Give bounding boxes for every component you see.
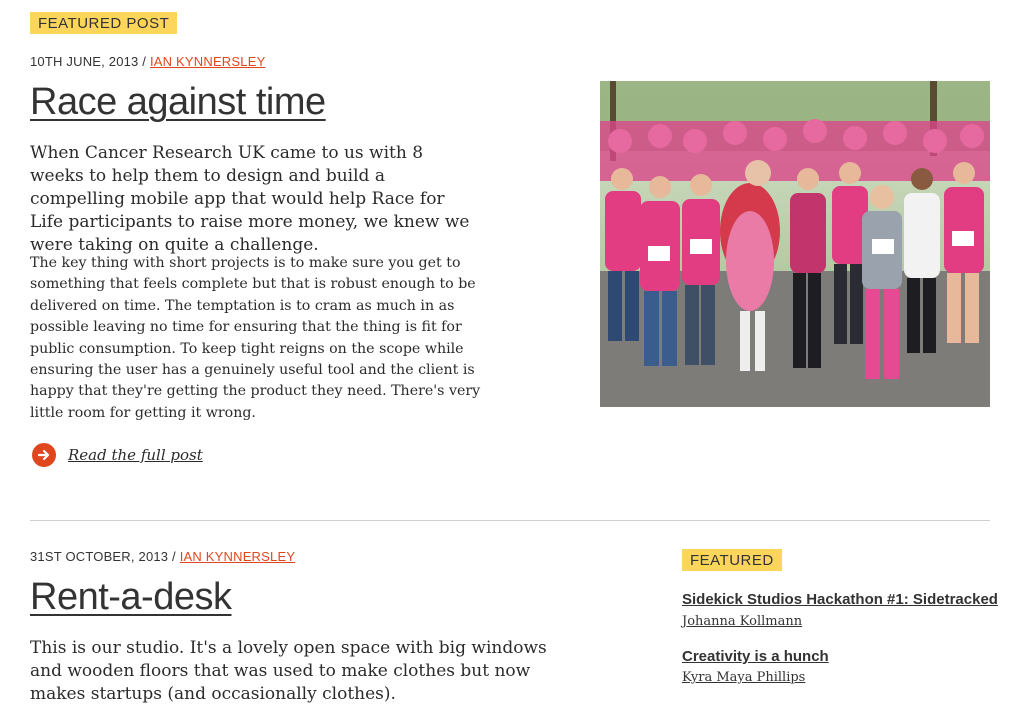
post-meta: [30, 549, 295, 564]
featured-item-author-link[interactable]: Johanna Kollmann: [682, 614, 803, 629]
meta-separator: /: [168, 549, 180, 564]
post-lead: This is our studio. It's a lovely open space with big windows and wooden floors that was used to make clothes but now makes startups (and occasionally clothes).: [30, 638, 547, 704]
read-more-label: Read the full post: [68, 446, 203, 464]
author-link[interactable]: IAN KYNNERSLEY: [179, 549, 296, 564]
post-date: 10TH JUNE, 2013: [30, 54, 139, 69]
arrow-right-icon: [32, 443, 56, 467]
post-title-link[interactable]: Rent-a-desk: [30, 576, 232, 618]
section-divider: [30, 520, 990, 521]
featured-post-badge: FEATURED POST: [30, 12, 177, 34]
read-more-link[interactable]: [32, 443, 203, 467]
post-meta: [30, 54, 265, 69]
featured-item-title-link[interactable]: Creativity is a hunch: [682, 648, 829, 665]
race-photo: [600, 81, 990, 407]
post-lead: When Cancer Research UK came to us with 8 weeks to help them to design and build a compelling mobile app that would help Race for Life participants to raise more money, we knew we were taking on quite a challenge.: [30, 143, 470, 255]
meta-separator: /: [138, 54, 150, 69]
post-title-link[interactable]: Race against time: [30, 81, 326, 123]
author-link[interactable]: IAN KYNNERSLEY: [149, 54, 266, 69]
post-body: The key thing with short projects is to make sure you get to something that feels complete but that is robust enough to be delivered on time. The temptation is to cram as much in as possible leaving no time for ensuring that the thing is fit for public consumption. To keep tight reigns on the scope while ensuring the user has a genuinely useful tool and the client is happy that they're getting the product they need. There's very little room for getting it wrong.: [30, 255, 481, 421]
featured-badge: FEATURED: [682, 549, 782, 571]
featured-item-author-link[interactable]: Kyra Maya Phillips: [682, 670, 806, 685]
post-date: 31ST OCTOBER, 2013: [30, 549, 169, 564]
featured-item-title-link[interactable]: Sidekick Studios Hackathon #1: Sidetracked: [682, 591, 998, 608]
